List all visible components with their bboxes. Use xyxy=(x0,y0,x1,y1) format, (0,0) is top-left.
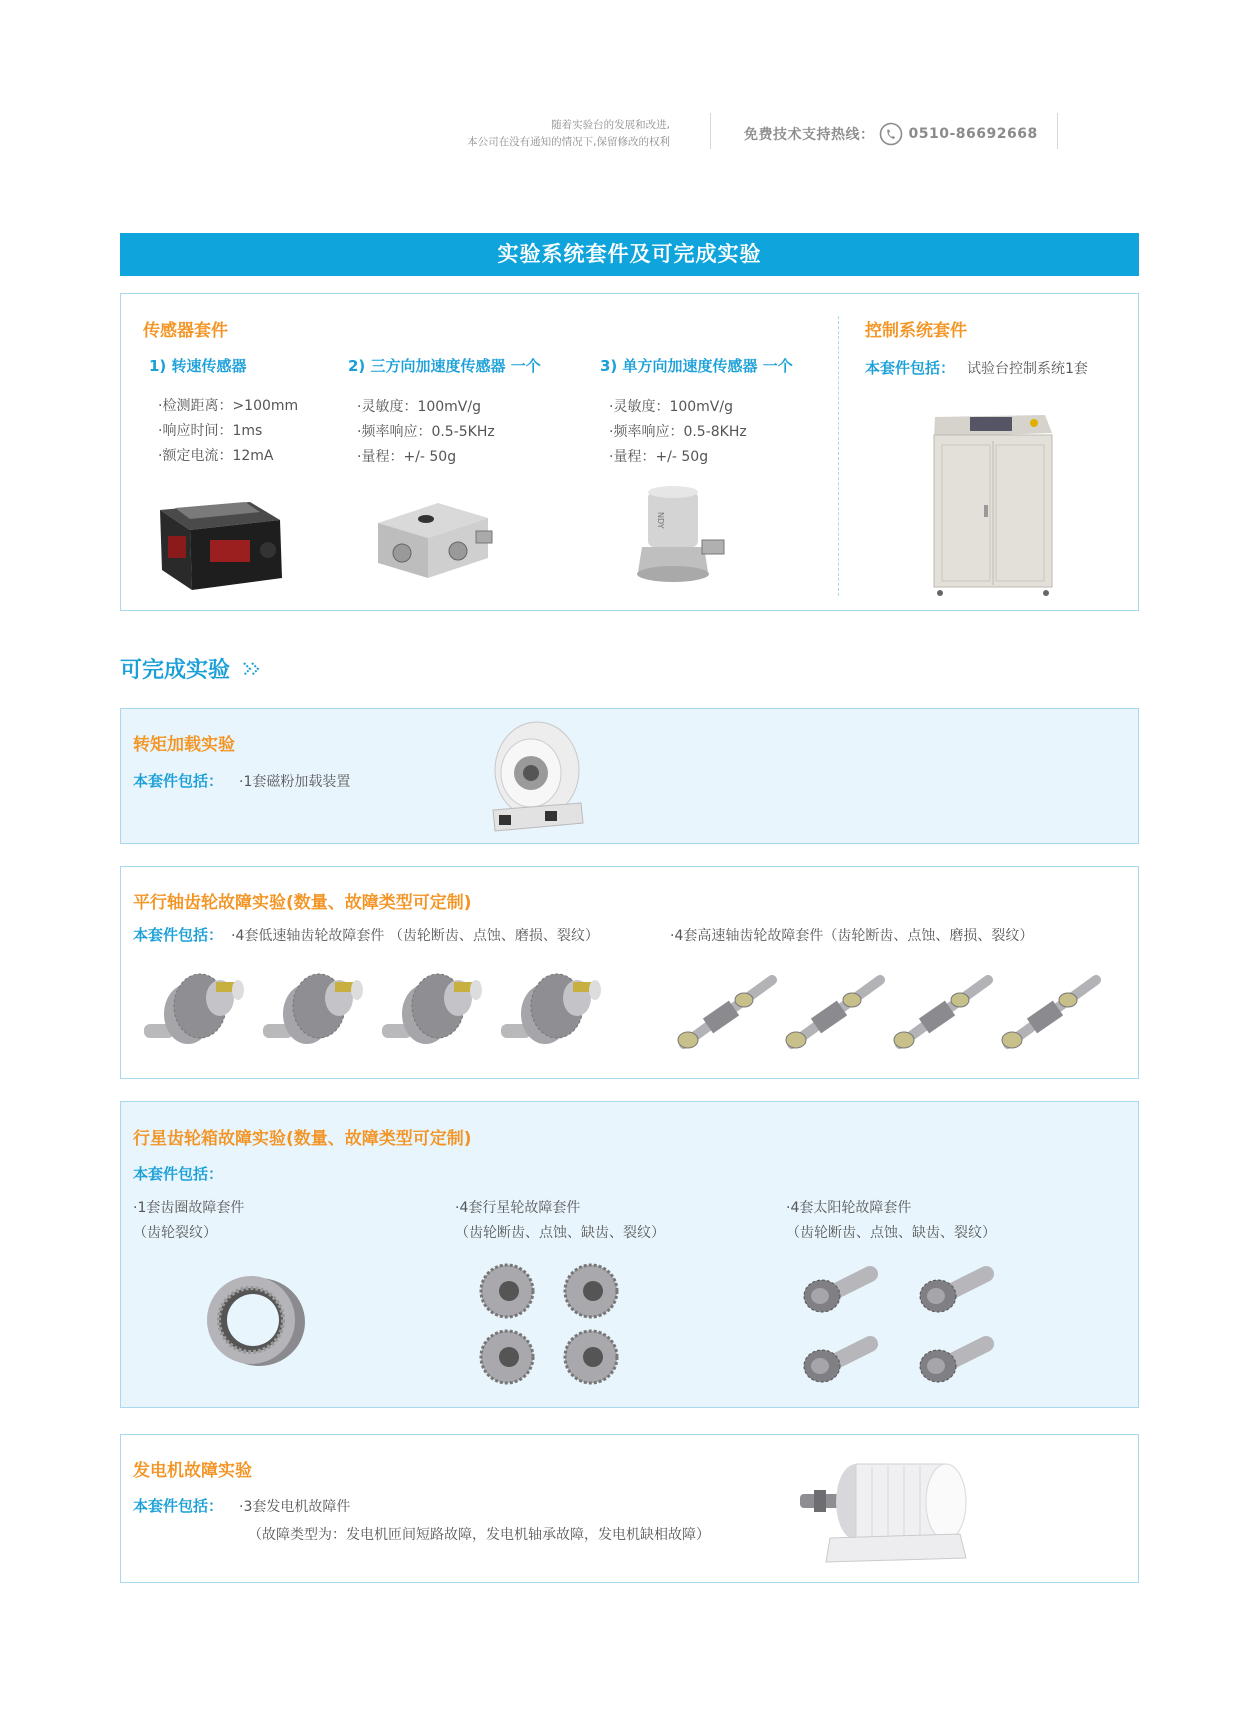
ring-gear-kit xyxy=(133,1196,244,1246)
includes-label: 本套件包括： xyxy=(133,926,224,944)
torque-title: 转矩加载实验 xyxy=(133,735,235,755)
sun-gear-shaft-image xyxy=(800,1258,880,1316)
planet-gear-kit xyxy=(455,1196,665,1246)
header-divider-2 xyxy=(1057,113,1058,149)
includes-value: ·3套发电机故障件 xyxy=(239,1499,351,1515)
disclaimer-line-2: 本公司在没有通知的情况下,保留修改的权利 xyxy=(467,136,670,148)
sun-gear-kit xyxy=(786,1196,996,1246)
magnetic-powder-brake-image xyxy=(485,715,585,837)
spec-line: ·灵敏度：100mV/g xyxy=(609,399,733,415)
hotline-label: 免费技术支持热线： xyxy=(744,127,875,143)
spec-line: ·响应时间：1ms xyxy=(158,423,263,439)
low-speed-kit-text: ·4套低速轴齿轮故障套件 （齿轮断齿、点蚀、磨损、裂纹） xyxy=(231,928,599,944)
sun-gear-shaft-image xyxy=(916,1328,996,1386)
uniaxial-accelerometer-image xyxy=(628,482,728,587)
sensor-2-heading: 2) 三方向加速度传感器 一个 xyxy=(348,357,541,375)
speed-sensor-image xyxy=(150,490,286,596)
planet-gear-image xyxy=(478,1328,536,1386)
kit-name: ·1套齿圈故障套件 xyxy=(133,1200,245,1216)
kit-desc: （齿轮裂纹） xyxy=(133,1225,217,1241)
experiments-section-title xyxy=(120,653,264,684)
svg-text:NDY: NDY xyxy=(656,512,665,529)
sensor-1-heading: 1) 转速传感器 xyxy=(149,357,247,375)
sun-gear-shaft-image xyxy=(800,1328,880,1386)
generator-includes xyxy=(133,1495,350,1520)
high-speed-gear-shaft-image xyxy=(888,968,996,1056)
spec-line: ·量程：+/- 50g xyxy=(609,449,709,465)
disclaimer-note xyxy=(420,117,670,151)
spec-line: ·灵敏度：100mV/g xyxy=(357,399,481,415)
disclaimer-line-1: 随着实验台的发展和改进, xyxy=(551,119,670,131)
planet-gear-image xyxy=(562,1328,620,1386)
high-speed-gear-shaft-image xyxy=(780,968,888,1056)
includes-label: 本套件包括： xyxy=(133,772,224,790)
high-speed-gear-shaft-image xyxy=(672,968,780,1056)
sensor-3-heading: 3) 单方向加速度传感器 一个 xyxy=(600,357,793,375)
parallel-gear-includes xyxy=(133,924,599,949)
section-banner: 实验系统套件及可完成实验 xyxy=(120,233,1139,276)
includes-value: ·1套磁粉加载装置 xyxy=(239,774,351,790)
planetary-title: 行星齿轮箱故障实验(数量、故障类型可定制) xyxy=(133,1129,472,1149)
sun-gear-shaft-image xyxy=(916,1258,996,1316)
spec-line: ·频率响应：0.5-5KHz xyxy=(357,424,495,440)
hotline-number: 0510-86692668 xyxy=(908,126,1038,142)
triaxial-accelerometer-image xyxy=(368,493,498,583)
high-speed-gear-shaft-image xyxy=(996,968,1104,1056)
ring-gear-image xyxy=(205,1270,307,1370)
phone-icon xyxy=(879,122,903,146)
kit-name: ·4套行星轮故障套件 xyxy=(455,1200,581,1216)
sensor-kit-title: 传感器套件 xyxy=(143,321,228,341)
low-speed-gear-shaft-image xyxy=(495,968,605,1050)
sensor-1-specs xyxy=(158,394,298,469)
header-divider-1 xyxy=(710,113,711,149)
torque-includes xyxy=(133,770,350,795)
sensor-3-specs xyxy=(609,395,747,470)
kit-name: ·4套太阳轮故障套件 xyxy=(786,1200,912,1216)
panel-dashed-divider xyxy=(838,316,839,596)
control-kit-title: 控制系统套件 xyxy=(865,321,967,341)
spec-line: ·额定电流：12mA xyxy=(158,448,274,464)
includes-value: 试验台控制系统1套 xyxy=(967,361,1088,377)
low-speed-gear-shaft-image xyxy=(257,968,367,1050)
kit-desc: （齿轮断齿、点蚀、缺齿、裂纹） xyxy=(786,1225,996,1241)
spec-line: ·频率响应：0.5-8KHz xyxy=(609,424,747,440)
parallel-gear-title: 平行轴齿轮故障实验(数量、故障类型可定制) xyxy=(133,893,472,913)
generator-title: 发电机故障实验 xyxy=(133,1461,252,1481)
control-cabinet-image xyxy=(930,405,1055,597)
spec-line: ·检测距离：>100mm xyxy=(158,398,299,414)
includes-label: 本套件包括： xyxy=(133,1497,224,1515)
experiments-title-text: 可完成实验 xyxy=(120,658,231,683)
high-speed-kit-text: ·4套高速轴齿轮故障套件（齿轮断齿、点蚀、磨损、裂纹） xyxy=(670,928,1034,944)
hotline xyxy=(744,122,1064,146)
low-speed-gear-shaft-image xyxy=(376,968,486,1050)
planet-gear-image xyxy=(562,1262,620,1320)
double-chevron-icon xyxy=(242,660,264,678)
spec-line: ·量程：+/- 50g xyxy=(357,449,457,465)
planetary-includes-label: 本套件包括： xyxy=(133,1165,224,1183)
planet-gear-image xyxy=(478,1262,536,1320)
sensor-2-specs xyxy=(357,395,495,470)
low-speed-gear-shaft-image xyxy=(138,968,248,1050)
kit-desc: （齿轮断齿、点蚀、缺齿、裂纹） xyxy=(455,1225,665,1241)
control-kit-includes xyxy=(865,357,1088,382)
generator-fault-types: （故障类型为：发电机匝间短路故障，发电机轴承故障，发电机缺相故障） xyxy=(248,1527,710,1543)
includes-label: 本套件包括： xyxy=(865,359,956,377)
generator-image xyxy=(800,1450,970,1566)
